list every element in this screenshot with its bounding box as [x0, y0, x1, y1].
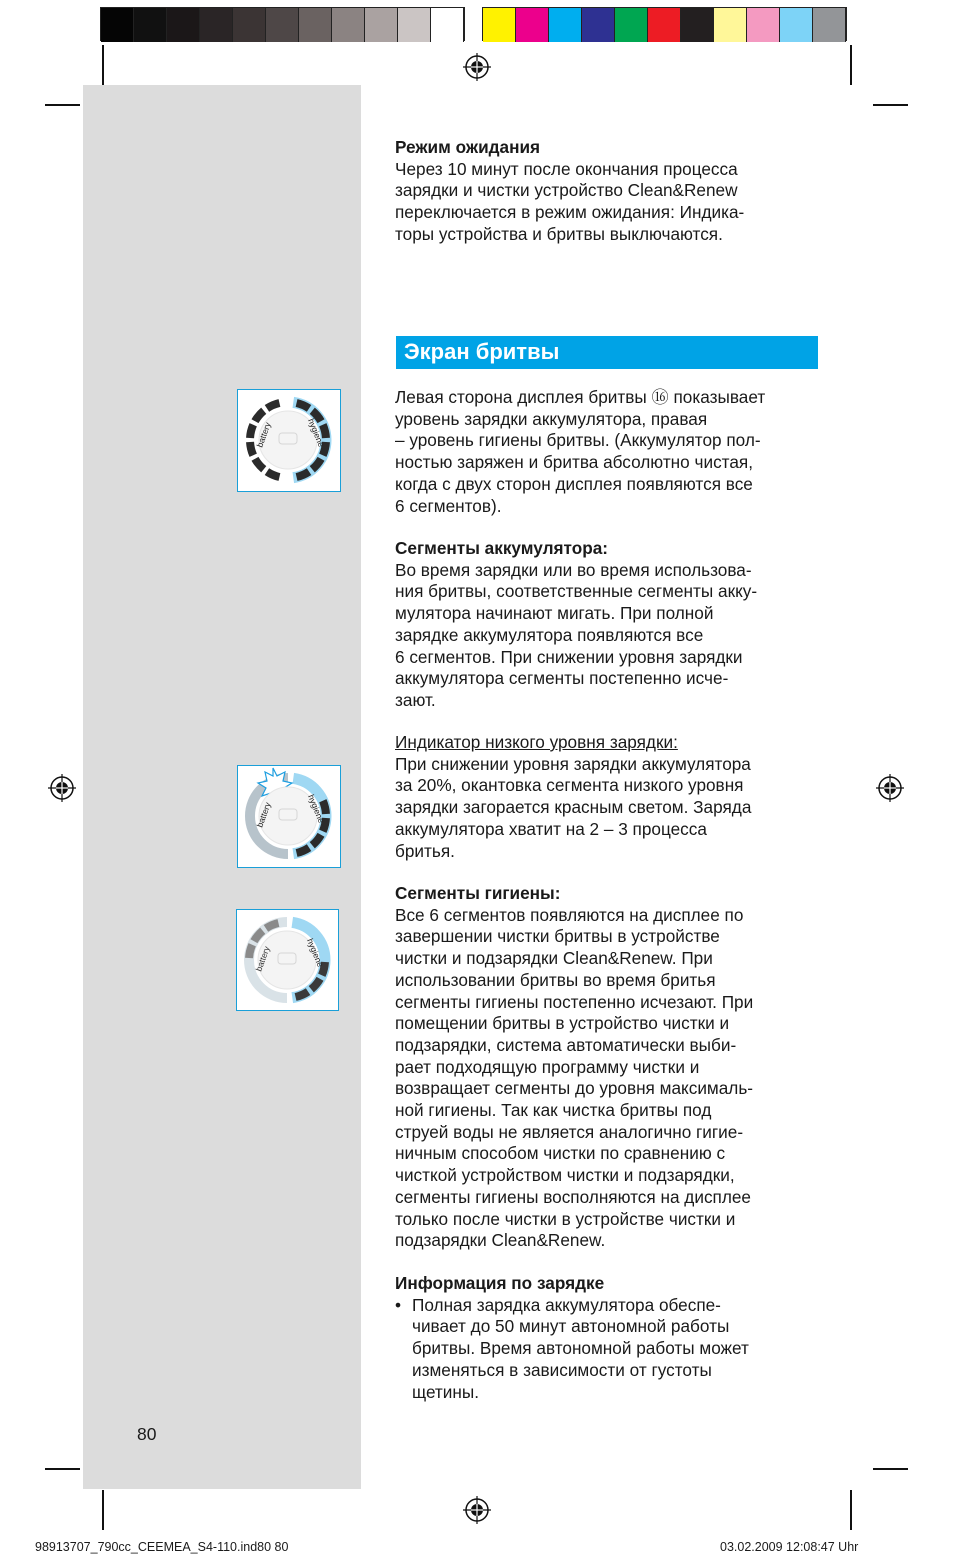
color-swatch	[200, 8, 233, 42]
registration-mark-icon	[876, 774, 904, 802]
color-swatch	[582, 8, 615, 42]
battery-segment	[267, 403, 280, 408]
hygiene-segments-section	[395, 883, 825, 1252]
color-calibration-bar-process	[482, 7, 847, 41]
hygiene-label: hygiene	[306, 793, 327, 825]
color-swatch	[134, 8, 167, 42]
color-swatch	[398, 8, 431, 42]
hygiene-label: hygiene	[305, 937, 326, 969]
color-swatch	[365, 8, 398, 42]
color-swatch	[813, 8, 846, 42]
battery-segment	[249, 945, 252, 958]
page-number: 80	[137, 1424, 157, 1444]
battery-segment	[250, 425, 253, 438]
crop-mark	[45, 104, 80, 106]
crop-mark	[45, 1468, 80, 1470]
battery-segment	[255, 459, 264, 469]
low-battery-section	[395, 732, 825, 862]
color-swatch	[332, 8, 365, 42]
color-swatch	[780, 8, 813, 42]
crop-mark	[102, 1490, 104, 1530]
color-swatch	[615, 8, 648, 42]
standby-heading: Режим ожидания	[395, 137, 541, 157]
color-swatch	[648, 8, 681, 42]
color-swatch	[233, 8, 266, 42]
standby-body: Через 10 минут после окончания процесса зарядки и чистки устройство Clean&Renew переключается в режим ожидания: Индика- торы устройства и бритвы выключаются.	[395, 158, 745, 244]
color-swatch	[299, 8, 332, 42]
registration-mark-icon	[463, 1496, 491, 1524]
footer-file-info: 98913707_790cc_CEEMEA_S4-110.ind80 80	[35, 1540, 289, 1554]
hygiene-segments-heading: Сегменты гигиены:	[395, 883, 561, 903]
footer-timestamp: 03.02.2009 12:08:47 Uhr	[720, 1540, 859, 1554]
list-item	[395, 1295, 825, 1404]
battery-segments-heading: Сегменты аккумулятора:	[395, 538, 608, 558]
hygiene-segment	[297, 472, 310, 477]
color-swatch	[431, 8, 464, 42]
hygiene-segments-body: Все 6 сегментов появляются на дисплее по завершении чистки бритвы в устройстве чистки и подзарядки Clean&Renew. При использовании бритвы во время бритья сегменты гигиены постепенно исчезают. При помещении бритвы в устройство чистки и подзарядки, система автоматически выби- рает подходящую программу чистки и возвращает сегменты до уровня максималь- ной гигиены. Так как чистка бритвы под струей воды не является аналогично гигие- ничным способом чистки по сравнению с чисткой устройством чистки и подзарядки, сегменты гигиены восполняются на дисплее только после чистки в устройстве чистки и подзарядки Clean&Renew.	[395, 904, 754, 1251]
shaver-display-full-diagram	[237, 389, 341, 492]
hygiene-label: hygiene	[306, 417, 327, 449]
color-swatch	[714, 8, 747, 42]
low-battery-body: При снижении уровня зарядки аккумулятора за 20%, окантовка сегмента низкого уровня зарядки загорается красным светом. Заряда аккумулятора хватит на 2 – 3 процесса бритья.	[395, 753, 752, 861]
battery-segment	[267, 472, 280, 477]
standby-section	[395, 137, 825, 246]
intro-section	[395, 387, 825, 517]
color-calibration-bar-gray	[100, 7, 465, 41]
section-heading-bar	[396, 336, 818, 369]
color-swatch	[167, 8, 200, 42]
section-title: Экран бритвы	[404, 339, 560, 364]
battery-label: battery	[254, 800, 273, 829]
color-swatch	[516, 8, 549, 42]
charging-info-section	[395, 1273, 825, 1403]
bullet-point: •	[395, 1294, 402, 1315]
shaver-display-low-battery-diagram	[237, 765, 341, 868]
charging-info-item: Полная зарядка аккумулятора обеспе- чивает до 50 минут автономной работы бритвы. Время автономной работы может изменяться в зависимости от густоты щетины.	[412, 1294, 749, 1402]
color-swatch	[266, 8, 299, 42]
battery-segment	[255, 411, 264, 421]
color-swatch	[747, 8, 780, 42]
color-swatch	[549, 8, 582, 42]
crop-mark	[102, 45, 104, 85]
color-swatch	[101, 8, 134, 42]
battery-segment	[250, 442, 253, 455]
hygiene-segment	[297, 848, 310, 853]
battery-label: battery	[253, 944, 272, 973]
hygiene-segment	[297, 403, 310, 408]
color-swatch	[483, 8, 516, 42]
crop-mark	[873, 104, 908, 106]
shaver-display-hygiene-diagram	[236, 909, 339, 1011]
battery-segments-section	[395, 538, 825, 712]
battery-label: battery	[254, 420, 273, 449]
low-battery-heading: Индикатор низкого уровня зарядки:	[395, 732, 678, 752]
crop-mark	[850, 1490, 852, 1530]
hygiene-segment	[296, 992, 309, 997]
registration-mark-icon	[463, 53, 491, 81]
battery-segments-body: Во время зарядки или во время использова- ния бритвы, соответственные сегменты акку- мулятора начинают мигать. При полной зарядке аккумулятора появляются все 6 сегментов. При снижении уровня зарядки аккумулятора сегменты постепенно исче- зают.	[395, 559, 758, 710]
crop-mark	[850, 45, 852, 85]
charging-info-heading: Информация по зарядке	[395, 1273, 605, 1293]
registration-mark-icon	[48, 774, 76, 802]
intro-body: Левая сторона дисплея бритвы ⑯ показывает уровень зарядки аккумулятора, правая – уровень гигиены бритвы. (Аккумулятор пол- ностью заряжен и бритва абсолютно чистая, когда с двух сторон дисплея появляются все 6 сегментов).	[395, 387, 766, 516]
battery-segment	[266, 923, 279, 928]
crop-mark	[873, 1468, 908, 1470]
color-swatch	[681, 8, 714, 42]
